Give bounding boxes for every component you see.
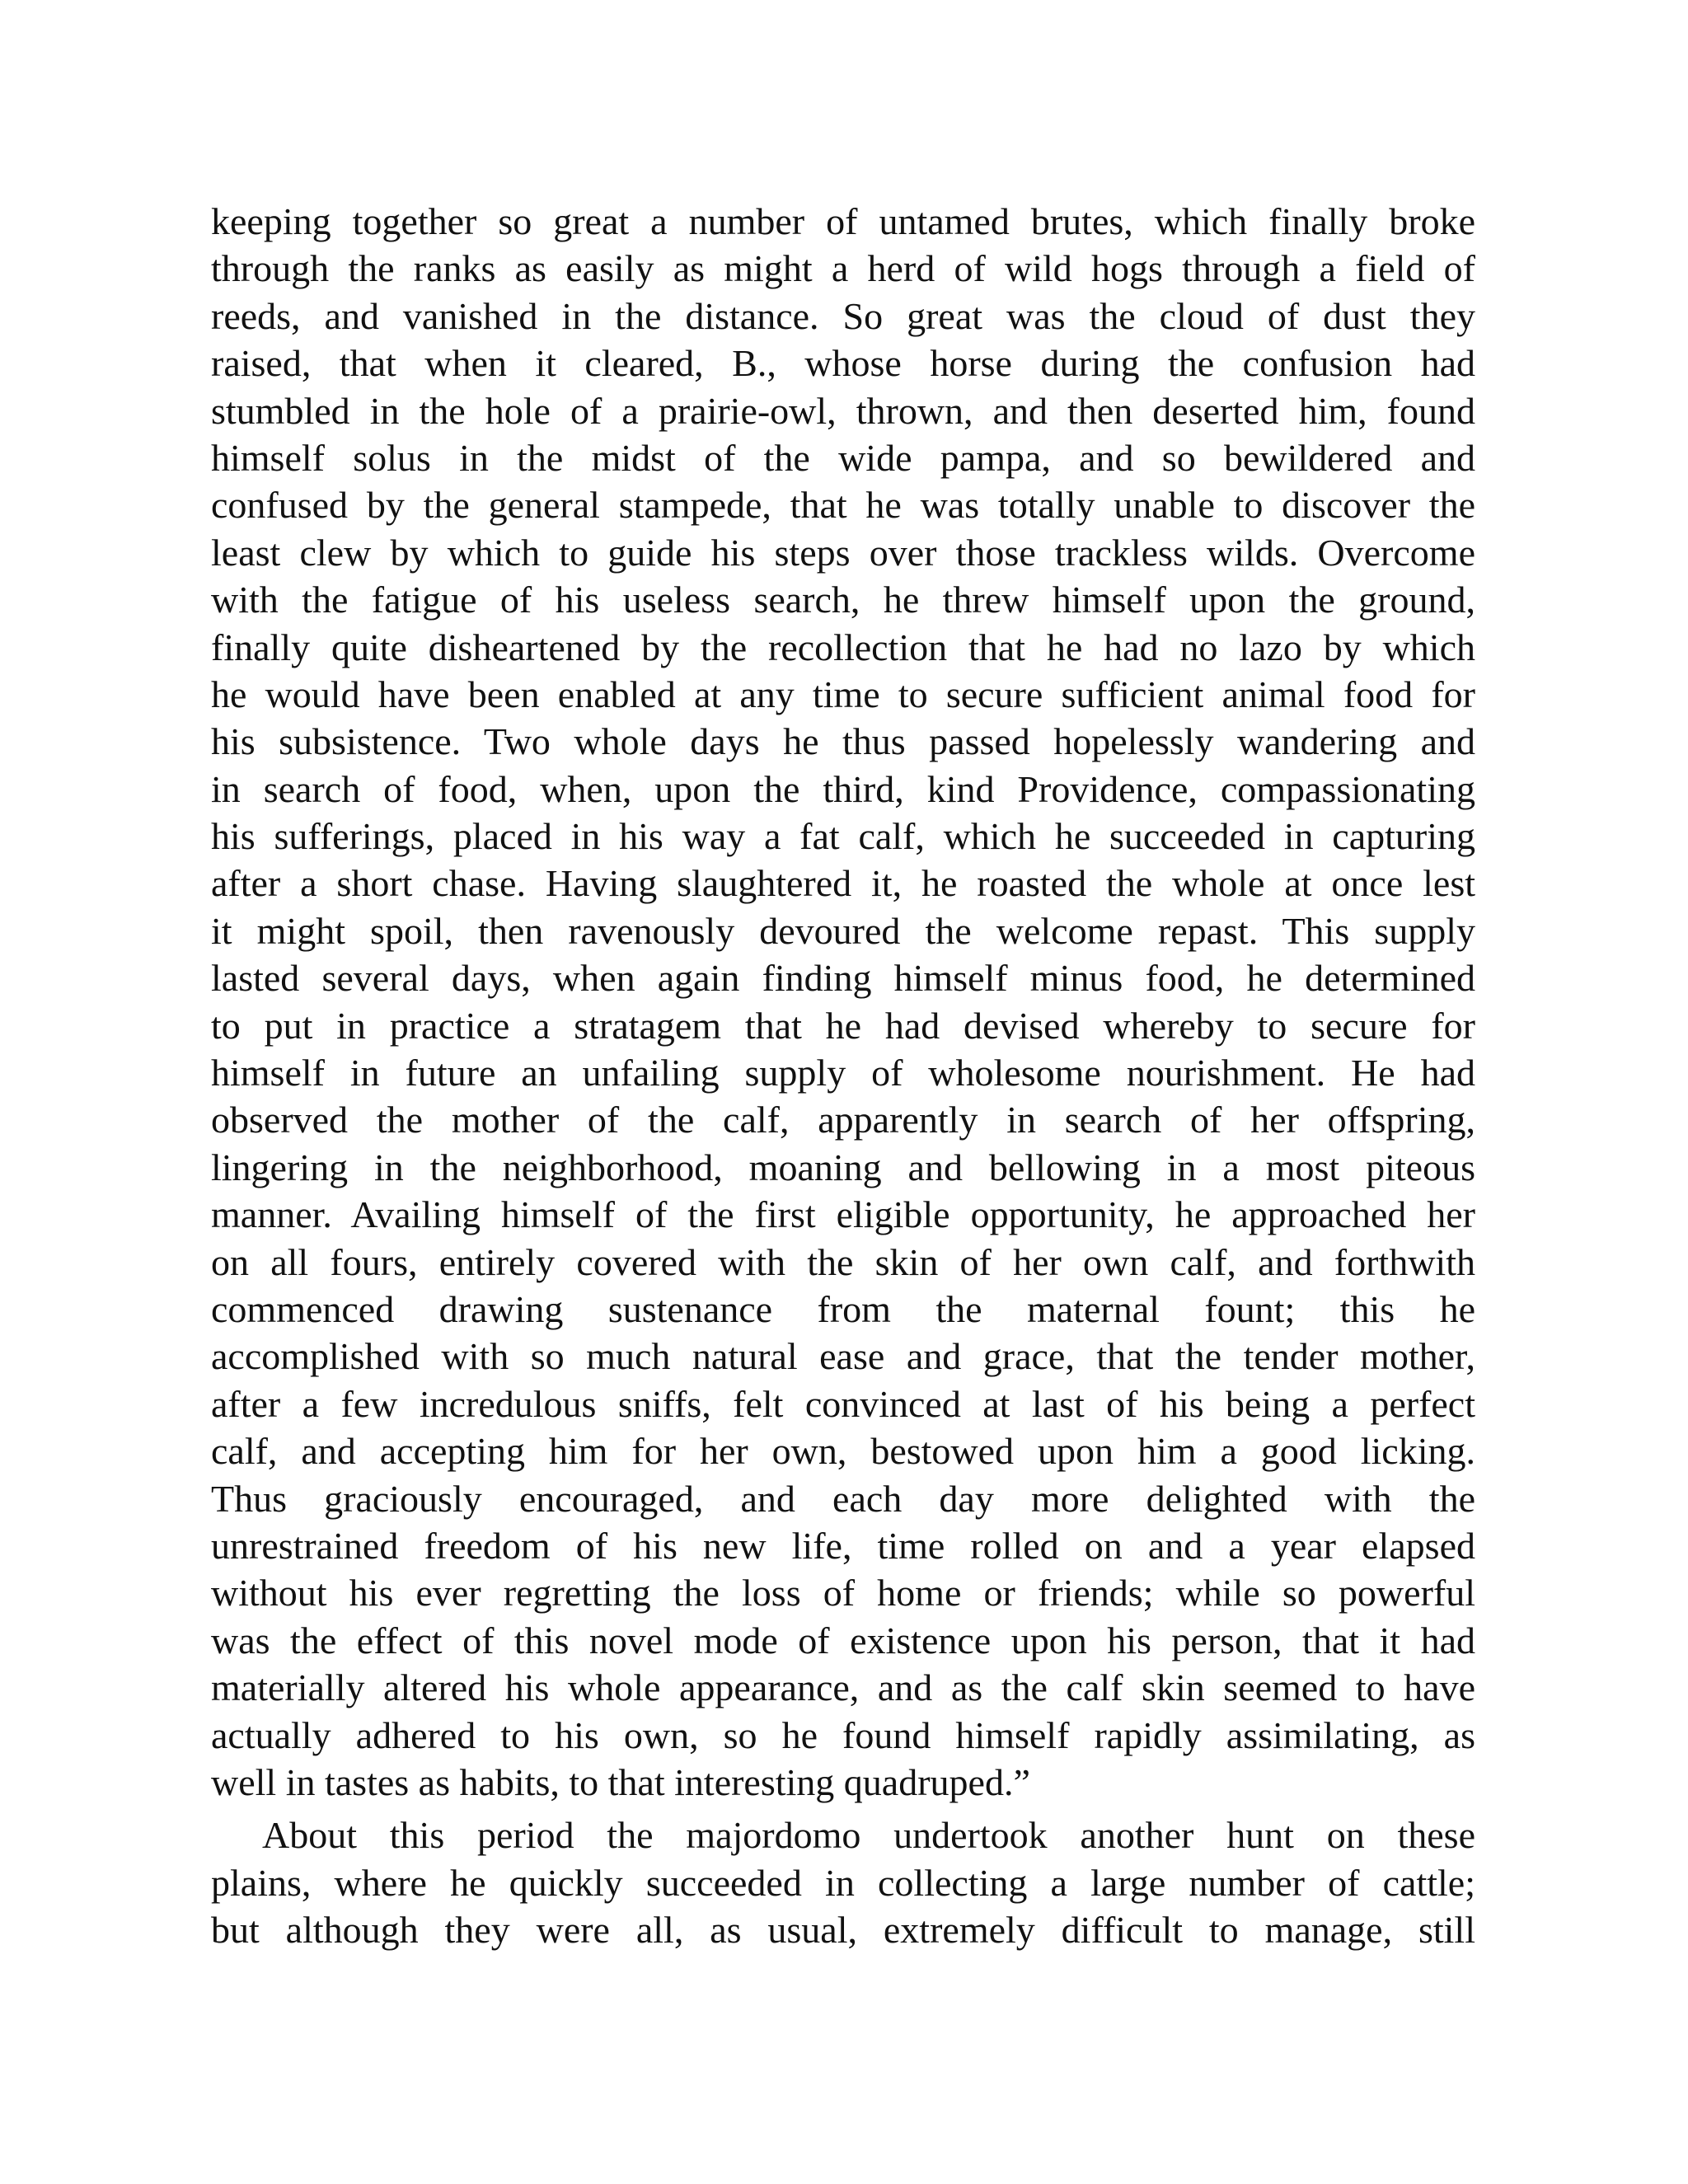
text-line: observed the mother of the calf, apparently in search of her offspring, (211, 1099, 1475, 1141)
text-line: his subsistence. Two whole days he thus passed hopelessly wandering and (211, 720, 1475, 763)
text-line: on all fours, entirely covered with the skin of her own calf, and forthwith (211, 1240, 1475, 1283)
text-line: lingering in the neighborhood, moaning and bellowing in a most piteous (211, 1146, 1475, 1188)
text-line: through the ranks as easily as might a herd of wild hogs through a field of (211, 247, 1475, 290)
text-line: confused by the general stampede, that he was totally unable to discover the (211, 484, 1475, 527)
text-line: in search of food, when, upon the third, kind Providence, compassionating (211, 767, 1475, 810)
text-line: materially altered his whole appearance, and as the calf skin seemed to have (211, 1666, 1475, 1709)
text-line: accomplished with so much natural ease and grace, that the tender mother, (211, 1335, 1475, 1378)
paragraph-container (211, 198, 1475, 1953)
paragraph-p1 (211, 198, 1475, 1806)
body-text (211, 198, 1475, 1953)
text-line: least clew by which to guide his steps over those trackless wilds. Overcome (211, 531, 1475, 574)
text-line: plains, where he quickly succeeded in collecting a large number of cattle; (211, 1861, 1475, 1904)
text-line: unrestrained freedom of his new life, time rolled on and a year elapsed (211, 1524, 1475, 1567)
text-line: commenced drawing sustenance from the maternal fount; this he (211, 1287, 1475, 1330)
text-line: reeds, and vanished in the distance. So great was the cloud of dust they (211, 294, 1475, 337)
text-line: actually adhered to his own, so he found himself rapidly assimilating, as (211, 1713, 1475, 1756)
text-line: was the effect of this novel mode of existence upon his person, that it had (211, 1619, 1475, 1661)
text-line: manner. Availing himself of the first eligible opportunity, he approached her (211, 1193, 1475, 1236)
text-line: Thus graciously encouraged, and each day more delighted with the (211, 1477, 1475, 1520)
text-line: after a short chase. Having slaughtered it, he roasted the whole at once lest (211, 862, 1475, 905)
text-line: calf, and accepting him for her own, bestowed upon him a good licking. (211, 1430, 1475, 1473)
text-line: About this period the majordomo undertook another hunt on these (262, 1814, 1475, 1857)
text-line: his sufferings, placed in his way a fat calf, which he succeeded in capturing (211, 815, 1475, 858)
text-line: but although they were all, as usual, extremely difficult to manage, still (211, 1909, 1475, 1952)
text-line: to put in practice a stratagem that he had devised whereby to secure for (211, 1004, 1475, 1047)
text-line: himself in future an unfailing supply of wholesome nourishment. He had (211, 1052, 1475, 1094)
text-line: stumbled in the hole of a prairie-owl, thrown, and then deserted him, found (211, 389, 1475, 432)
text-line: lasted several days, when again finding himself minus food, he determined (211, 957, 1475, 1000)
text-line: keeping together so great a number of untamed brutes, which finally broke (211, 200, 1475, 242)
paragraph-gap (211, 1806, 1475, 1811)
text-line: with the fatigue of his useless search, he threw himself upon the ground, (211, 579, 1475, 621)
text-line: well in tastes as habits, to that interesting quadruped.” (211, 1760, 1030, 1803)
text-line: finally quite disheartened by the recollection that he had no lazo by which (211, 626, 1475, 668)
text-line: himself solus in the midst of the wide pampa, and so bewildered and (211, 436, 1475, 479)
text-line: after a few incredulous sniffs, felt convinced at last of his being a perfect (211, 1382, 1475, 1425)
paragraph-p2 (211, 1811, 1475, 1953)
text-line: without his ever regretting the loss of home or friends; while so powerful (211, 1572, 1475, 1615)
text-line: it might spoil, then ravenously devoured the welcome repast. This supply (211, 909, 1475, 952)
text-line: raised, that when it cleared, B., whose horse during the confusion had (211, 342, 1475, 385)
text-line: he would have been enabled at any time to secure sufficient animal food for (211, 673, 1475, 715)
